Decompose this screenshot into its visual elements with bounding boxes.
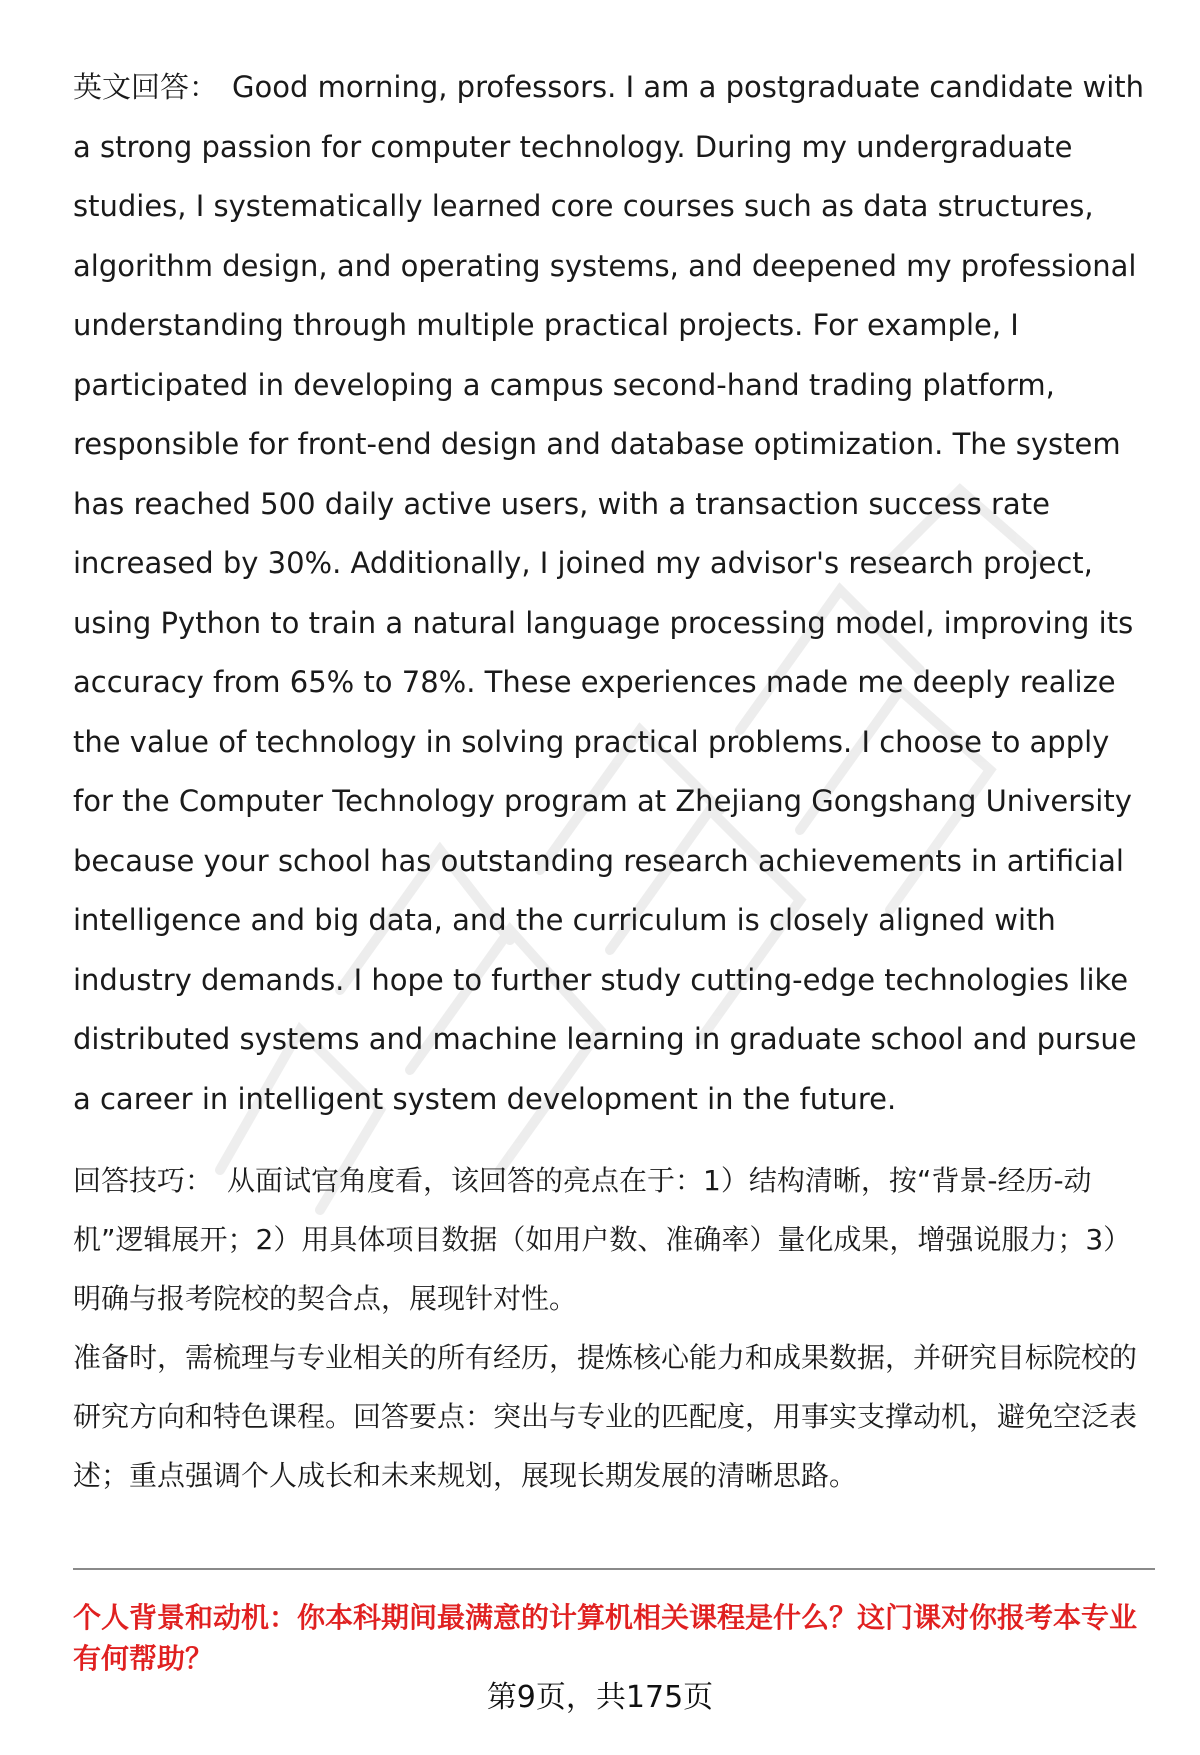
english-answer-text: Good morning, professors. I am a postgraduate candidate with a strong passion for computer technology. During my undergraduate studies, I systematically learned core courses such as data structures, algorithm design, and operating systems, and deepened my professional understanding through multiple practical projects. For example, I participated in developing a campus second-hand trading platform, responsible for front-end design and database optimization. The system has reached 500 daily active users, with a transaction success rate increased by 30%. Additionally, I joined my advisor's research project, using Python to train a natural language processing model, improving its accuracy from 65% to 78%. These experiences made me deeply realize the value of technology in solving practical problems. I choose to apply for the Computer Technology program at Zhejiang Gongshang University because your school has outstanding research achievements in artificial intelligence and big data, and the curriculum is closely aligned with industry demands. I hope to further study cutting-edge technologies like distributed systems and machine learning in graduate school and pursue a career in intelligent system development in the future.	[73, 70, 1145, 1116]
page-number-footer: 第9页，共175页	[486, 1680, 714, 1715]
english-answer-label: 英文回答：	[73, 70, 219, 104]
answer-tips-label: 回答技巧：	[73, 1164, 214, 1197]
section-divider	[73, 1568, 1155, 1570]
english-answer-paragraph	[73, 58, 1155, 1129]
answer-tips-paragraph	[73, 1151, 1155, 1328]
answer-tips-text: 从面试官角度看，该回答的亮点在于：1）结构清晰，按“背景-经历-动机”逻辑展开；2）用具体项目数据（如用户数、准确率）量化成果，增强说服力；3）明确与报考院校的契合点，展现针对性。	[73, 1164, 1132, 1315]
page-content	[73, 58, 1155, 1505]
preparation-paragraph: 准备时，需梳理与专业相关的所有经历，提炼核心能力和成果数据，并研究目标院校的研究方向和特色课程。回答要点：突出与专业的匹配度，用事实支撑动机，避免空泛表述；重点强调个人成长和未来规划，展现长期发展的清晰思路。	[73, 1341, 1138, 1492]
next-question-heading: 个人背景和动机：你本科期间最满意的计算机相关课程是什么？这门课对你报考本专业有何帮助？	[73, 1601, 1138, 1675]
